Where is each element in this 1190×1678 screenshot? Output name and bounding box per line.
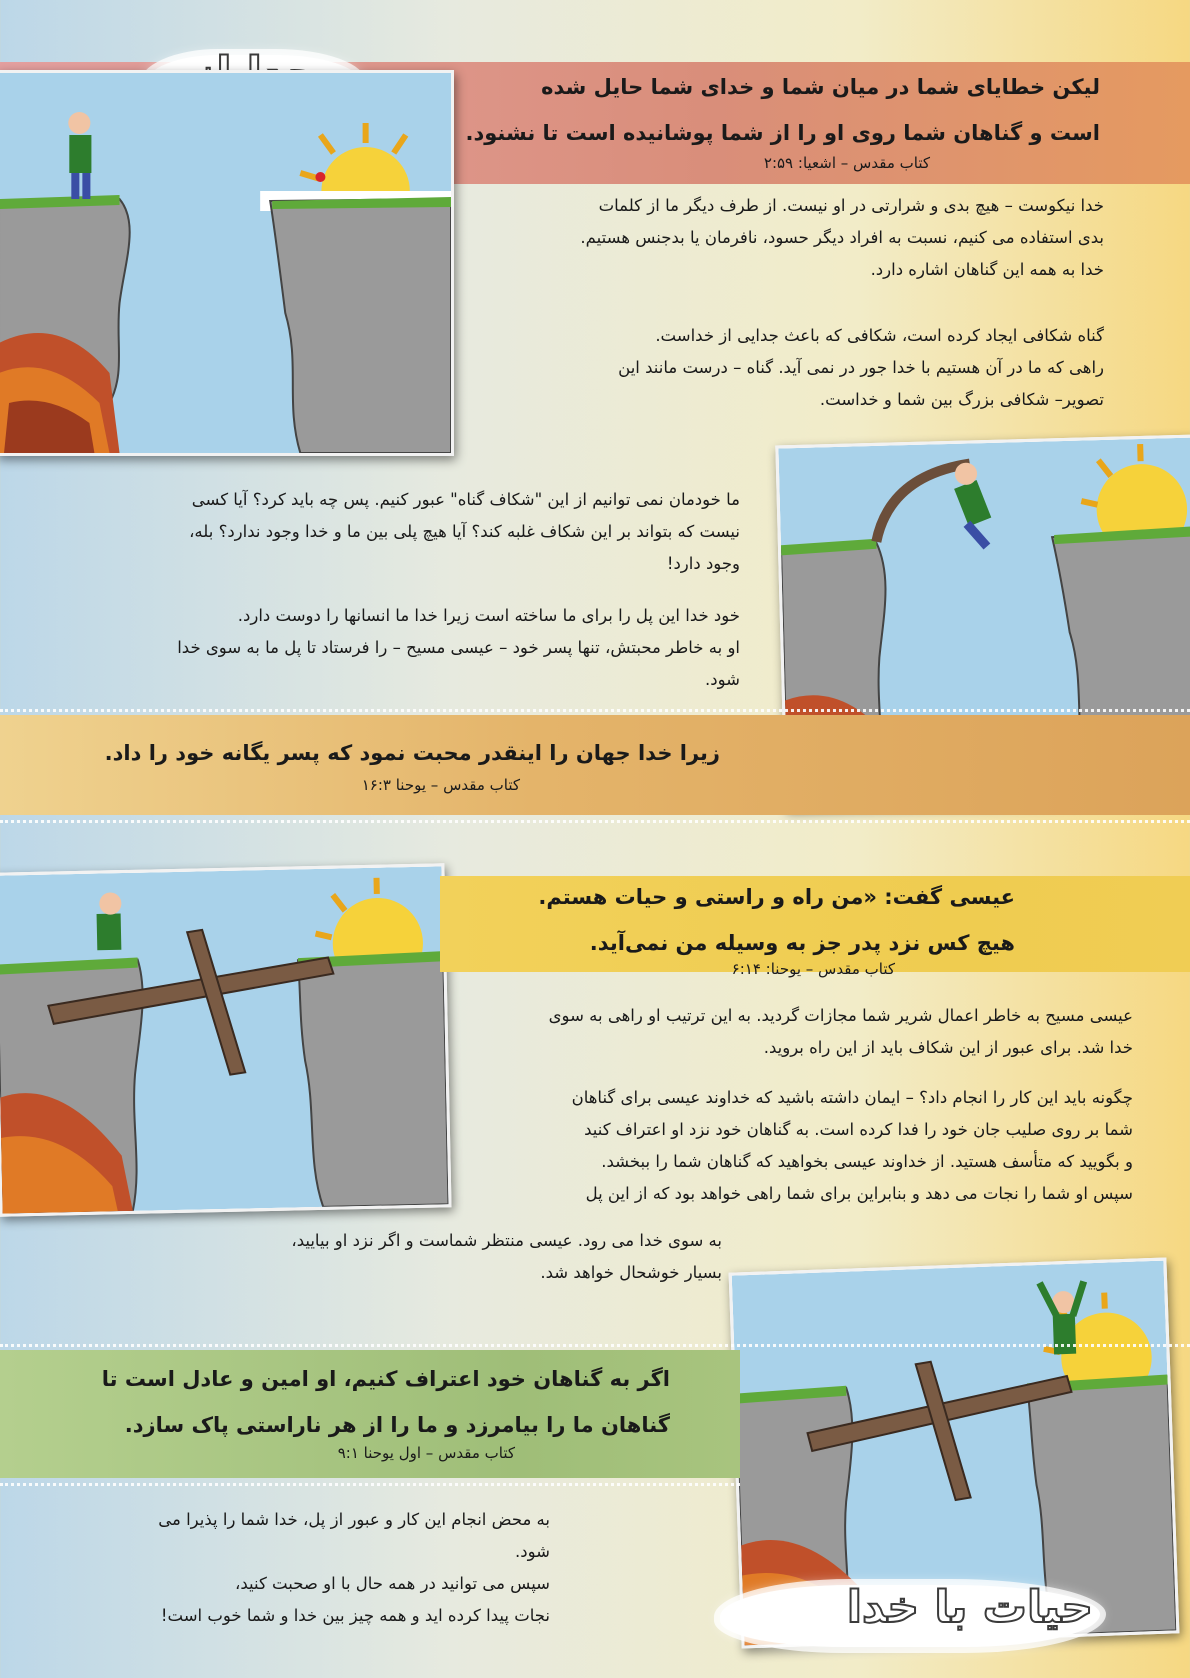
section3-p2-line5: به سوی خدا می رود. عیسی منتظر شماست و اگر نزد او بیایید، [291,1231,722,1250]
section1-p1-line3: خدا به همه این گناهان اشاره دارد. [870,260,1104,279]
verse3-text [460,874,1015,978]
section3-paragraph1 [445,1000,1133,1064]
section1-p2-line1: گناه شکافی ایجاد کرده است، شکافی که باعث جدایی از خداست. [655,326,1104,345]
section4-line4: نجات پیدا کرده اید و همه چیز بین خدا و شما خوب است! [160,1606,550,1625]
section1-paragraph1 [470,190,1104,286]
section3-p1-line1: عیسی مسیح به خاطر اعمال شریر شما مجازات گردید. به این ترتیب او راهی به سوی [548,1006,1133,1025]
section3-p1-line2: خدا شد. برای عبور از این شکاف باید از این راه بروید. [763,1038,1133,1057]
title-bottom: حیات با خدا [846,1582,1094,1633]
section3-p2-line4: سپس او شما را نجات می دهد و بنابراین برای شما راهی خواهد بود که از این پل [585,1184,1133,1203]
verse3-line1: عیسی گفت: «من راه و راستی و حیات هستم. [538,885,1015,909]
section3-p2-line6: بسیار خوشحال خواهد شد. [540,1263,722,1282]
verse3-line2: هیچ کس نزد پدر جز به وسیله من نمی‌آید. [589,931,1015,955]
verse1-line2: است و گناهان شما روی او را از شما پوشانیده است تا نشنود. [465,121,1100,145]
section2-paragraph2 [64,600,740,696]
section1-p2-line3: تصویر– شکافی بزرگ بین شما و خداست. [819,390,1104,409]
section4-line1: به محض انجام این کار و عبور از پل، خدا شما را پذیرا می [158,1510,550,1529]
verse2-top-dots [0,709,1190,712]
verse4-line1: اگر به گناهان خود اعتراف کنیم، او امین و عادل است تا [101,1367,670,1391]
verse2-bottom-dots [0,820,1190,823]
verse4-bottom-dots [0,1483,740,1486]
verse2-line1: زیرا خدا جهان را اینقدر محبت نمود که پسر یگانه خود را داد. [104,741,720,765]
verse4-ref: کتاب مقدس – اول یوحنا ۹:۱ [337,1444,515,1462]
section1-p1-line1: خدا نیکوست – هیچ بدی و شرارتی در او نیست. از طرف دیگر ما از کلمات [598,196,1104,215]
verse4-top-dots [0,1344,1190,1347]
section2-p2-line2: او به خاطر محبتش، تنها پسر خود – عیسی مسیح – را فرستاد تا پل ما به سوی خدا [177,638,740,657]
verse2-text [90,730,720,794]
section1-paragraph2 [470,320,1104,416]
verse4-line2: گناهان ما را بیامرزد و ما را از هر ناراستی پاک سازد. [124,1413,670,1437]
section3-p2-line1: چگونه باید این کار را انجام داد؟ – ایمان داشته باشید که خداوند عیسی برای گناهان [571,1088,1133,1107]
section3-p2-line3: و بگویید که متأسف هستید. از خداوند عیسی بخواهید که گناهان شما را ببخشد. [601,1152,1133,1171]
section2-paragraph1 [64,484,740,580]
section4-line3: سپس می توانید در همه حال با او صحبت کنید، [235,1574,550,1593]
verse1-text [440,64,1100,172]
section1-p2-line2: راهی که ما در آن هستیم با خدا جور در نمی آید. گناه – درست مانند این [618,358,1104,377]
illustration-cross-bridge [0,863,452,1216]
section3-paragraph2 [445,1082,1133,1210]
section2-p2-line1: خود خدا این پل را برای ما ساخته است زیرا خدا ما انسانها را دوست دارد. [237,606,740,625]
verse1-ref: کتاب مقدس – اشعیا: ۲:۵۹ [763,154,930,172]
illustration-separated [0,70,454,456]
verse1-line1: لیکن خطایای شما در میان شما و خدای شما حایل شده [541,75,1100,99]
section3-paragraph2-cont [200,1225,722,1289]
verse3-ref: کتاب مقدس – یوحنا: ۶:۱۴ [731,960,895,978]
verse2-ref: کتاب مقدس – یوحنا ۱۶:۳ [361,776,520,794]
section2-p1-line1: ما خودمان نمی توانیم از این "شکاف گناه" عبور کنیم. پس چه باید کرد؟ آیا کسی [191,490,740,509]
section2-p1-line2: نیست که بتواند بر این شکاف غلبه کند؟ آیا هیچ پلی بین ما و خدا وجود ندارد؟ بله، [189,522,740,541]
section2-p1-line3: وجود دارد! [666,554,740,573]
section2-p2-line3: شود. [705,670,740,689]
section4-paragraph [70,1504,550,1632]
section4-line2: شود. [515,1542,550,1561]
section3-p2-line2: شما بر روی صلیب جان خود را فدا کرده است. به گناهان خود نزد او اعتراف کنید [584,1120,1133,1139]
section1-p1-line2: بدی استفاده می کنیم، نسبت به افراد دیگر حسود، نافرمان یا بدجنس هستیم. [580,228,1104,247]
verse4-text [100,1356,670,1462]
